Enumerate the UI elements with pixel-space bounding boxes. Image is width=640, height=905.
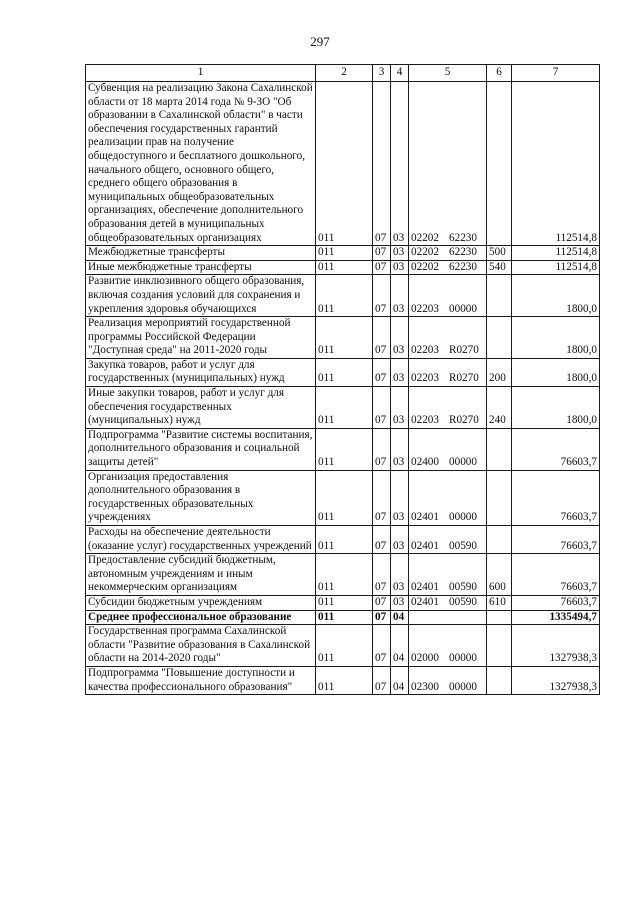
row-grbs: 011: [316, 260, 373, 275]
row-name: Закупка товаров, работ и услуг для государственных (муниципальных) нужд: [86, 358, 316, 386]
row-sum: 76603,7: [512, 526, 600, 554]
row-expense-type: 600: [487, 554, 512, 596]
row-sum: 112514,8: [512, 82, 600, 246]
row-grbs: 011: [316, 358, 373, 386]
row-target-article: [409, 260, 487, 275]
table-row: [86, 317, 600, 359]
row-grbs: 011: [316, 526, 373, 554]
row-section: 07: [373, 317, 391, 359]
row-expense-type: 240: [487, 387, 512, 429]
row-target-article: [409, 428, 487, 470]
budget-table: [85, 64, 600, 695]
row-expense-type: [487, 610, 512, 625]
target-article-direction-code: R0270: [449, 344, 479, 357]
target-article-program-code: 02401: [411, 539, 439, 552]
row-section: 07: [373, 260, 391, 275]
row-target-article: [409, 317, 487, 359]
row-name: Межбюджетные трансферты: [86, 246, 316, 261]
row-subsection: 03: [391, 246, 409, 261]
table-row: [86, 275, 600, 317]
row-subsection: 03: [391, 554, 409, 596]
row-target-article: [409, 554, 487, 596]
header-col-3: 3: [373, 65, 391, 82]
row-expense-type: [487, 317, 512, 359]
target-article-program-code: 02202: [411, 246, 439, 259]
row-name: Реализация мероприятий государственной программы Российской Федерации "Доступная среда" на 2011-2020 годы: [86, 317, 316, 359]
target-article-direction-code: 62230: [449, 246, 477, 259]
row-subsection: 03: [391, 595, 409, 610]
target-article-direction-code: 00000: [449, 511, 477, 524]
target-article-direction-code: 00000: [449, 652, 477, 665]
row-grbs: 011: [316, 625, 373, 667]
target-article-direction-code: 00000: [449, 302, 477, 315]
target-article-program-code: 02202: [411, 231, 439, 244]
row-target-article: [409, 595, 487, 610]
row-name: Государственная программа Сахалинской области "Развитие образования в Сахалинской области на 2014-2020 годы": [86, 625, 316, 667]
table-row: [86, 526, 600, 554]
row-sum: 76603,7: [512, 470, 600, 525]
target-article-direction-code: 00590: [449, 595, 477, 608]
target-article-program-code: 02000: [411, 652, 439, 665]
row-target-article: [409, 625, 487, 667]
row-grbs: 011: [316, 82, 373, 246]
row-section: 07: [373, 595, 391, 610]
row-sum: 1800,0: [512, 317, 600, 359]
table-row: [86, 470, 600, 525]
row-expense-type: [487, 428, 512, 470]
row-subsection: 03: [391, 428, 409, 470]
header-col-7: 7: [512, 65, 600, 82]
target-article-program-code: 02401: [411, 581, 439, 594]
row-sum: 112514,8: [512, 246, 600, 261]
table-row: [86, 428, 600, 470]
row-sum: 76603,7: [512, 595, 600, 610]
row-sum: 76603,7: [512, 428, 600, 470]
target-article-program-code: 02203: [411, 302, 439, 315]
row-sum: 1327938,3: [512, 625, 600, 667]
table-row: [86, 82, 600, 246]
row-section: 07: [373, 275, 391, 317]
row-name: Предоставление субсидий бюджетным, автономным учреждениям и иным некоммерческим организациям: [86, 554, 316, 596]
row-subsection: 04: [391, 666, 409, 694]
target-article-program-code: 02400: [411, 456, 439, 469]
row-expense-type: 540: [487, 260, 512, 275]
row-target-article: [409, 470, 487, 525]
row-grbs: 011: [316, 246, 373, 261]
row-subsection: 03: [391, 275, 409, 317]
table-row: [86, 260, 600, 275]
row-subsection: 04: [391, 610, 409, 625]
row-grbs: 011: [316, 275, 373, 317]
target-article-program-code: 02203: [411, 372, 439, 385]
row-section: 07: [373, 666, 391, 694]
row-expense-type: [487, 666, 512, 694]
table-row: [86, 666, 600, 694]
row-subsection: 03: [391, 82, 409, 246]
row-grbs: 011: [316, 666, 373, 694]
row-section: 07: [373, 82, 391, 246]
row-target-article: [409, 666, 487, 694]
table-row: [86, 625, 600, 667]
row-expense-type: [487, 275, 512, 317]
header-col-2: 2: [316, 65, 373, 82]
header-col-1: 1: [86, 65, 316, 82]
row-subsection: 04: [391, 625, 409, 667]
table-row: [86, 554, 600, 596]
row-target-article: [409, 246, 487, 261]
row-sum: 1800,0: [512, 387, 600, 429]
target-article-direction-code: 62230: [449, 231, 477, 244]
row-name: Иные межбюджетные трансферты: [86, 260, 316, 275]
row-section: 07: [373, 470, 391, 525]
row-subsection: 03: [391, 387, 409, 429]
row-expense-type: [487, 526, 512, 554]
row-grbs: 011: [316, 317, 373, 359]
target-article-direction-code: 00000: [449, 456, 477, 469]
row-grbs: 011: [316, 554, 373, 596]
row-sum: 1800,0: [512, 358, 600, 386]
row-name: Иные закупки товаров, работ и услуг для обеспечения государственных (муниципальных) нужд: [86, 387, 316, 429]
row-expense-type: 610: [487, 595, 512, 610]
row-section: 07: [373, 610, 391, 625]
row-section: 07: [373, 358, 391, 386]
header-col-6: 6: [487, 65, 512, 82]
row-section: 07: [373, 526, 391, 554]
row-target-article: [409, 358, 487, 386]
target-article-program-code: 02203: [411, 414, 439, 427]
target-article-direction-code: 00590: [449, 539, 477, 552]
target-article-program-code: 02202: [411, 260, 439, 273]
target-article-direction-code: 62230: [449, 260, 477, 273]
row-sum: 76603,7: [512, 554, 600, 596]
row-section: 07: [373, 246, 391, 261]
row-subsection: 03: [391, 358, 409, 386]
row-sum: 1800,0: [512, 275, 600, 317]
table-row: [86, 358, 600, 386]
row-target-article: [409, 526, 487, 554]
target-article-program-code: 02300: [411, 680, 439, 693]
row-expense-type: [487, 82, 512, 246]
row-name: Развитие инклюзивного общего образования, включая создания условий для сохранения и укрепления здоровья обучающихся: [86, 275, 316, 317]
row-target-article: [409, 275, 487, 317]
row-name: Среднее профессиональное образование: [86, 610, 316, 625]
target-article-direction-code: R0270: [449, 372, 479, 385]
target-article-direction-code: 00000: [449, 680, 477, 693]
row-subsection: 03: [391, 317, 409, 359]
header-col-5: 5: [409, 65, 487, 82]
row-name: Расходы на обеспечение деятельности (оказание услуг) государственных учреждений: [86, 526, 316, 554]
row-expense-type: [487, 470, 512, 525]
row-section: 07: [373, 625, 391, 667]
target-article-direction-code: 00590: [449, 581, 477, 594]
row-sum: 112514,8: [512, 260, 600, 275]
row-grbs: 011: [316, 470, 373, 525]
target-article-program-code: 02401: [411, 511, 439, 524]
row-target-article: [409, 387, 487, 429]
row-name: Подпрограмма "Развитие системы воспитания, дополнительного образования и социальной защиты детей": [86, 428, 316, 470]
row-subsection: 03: [391, 260, 409, 275]
target-article-program-code: 02401: [411, 595, 439, 608]
row-name: Подпрограмма "Повышение доступности и качества профессионального образования": [86, 666, 316, 694]
row-subsection: 03: [391, 470, 409, 525]
row-expense-type: [487, 625, 512, 667]
row-grbs: 011: [316, 428, 373, 470]
row-name: Субсидии бюджетным учреждениям: [86, 595, 316, 610]
row-grbs: 011: [316, 610, 373, 625]
table-header-row: [86, 65, 600, 82]
header-col-4: 4: [391, 65, 409, 82]
row-section: 07: [373, 428, 391, 470]
table-row: [86, 387, 600, 429]
row-subsection: 03: [391, 526, 409, 554]
row-name: Организация предоставления дополнительного образования в государственных образовательных учреждениях: [86, 470, 316, 525]
row-expense-type: 500: [487, 246, 512, 261]
table-row: [86, 246, 600, 261]
row-name: Субвенция на реализацию Закона Сахалинской области от 18 марта 2014 года № 9-ЗО "Об образовании в Сахалинской области" в части обеспечения государственных гарантий реализации прав на получение общедоступного и бесплатного дошкольного, начального общего, основного общего, среднего общего образования в муниципальных общеобразовательных организациях, обеспечение дополнительного образования детей в муниципальных общеобразовательных организациях: [86, 82, 316, 246]
row-expense-type: 200: [487, 358, 512, 386]
target-article-direction-code: R0270: [449, 414, 479, 427]
row-section: 07: [373, 554, 391, 596]
row-section: 07: [373, 387, 391, 429]
row-target-article: [409, 82, 487, 246]
row-target-article: [409, 610, 487, 625]
row-sum: 1327938,3: [512, 666, 600, 694]
table-row: [86, 610, 600, 625]
page-number: 297: [310, 34, 330, 49]
table-row: [86, 595, 600, 610]
row-grbs: 011: [316, 387, 373, 429]
target-article-program-code: 02203: [411, 344, 439, 357]
row-sum: 1335494,7: [512, 610, 600, 625]
row-grbs: 011: [316, 595, 373, 610]
